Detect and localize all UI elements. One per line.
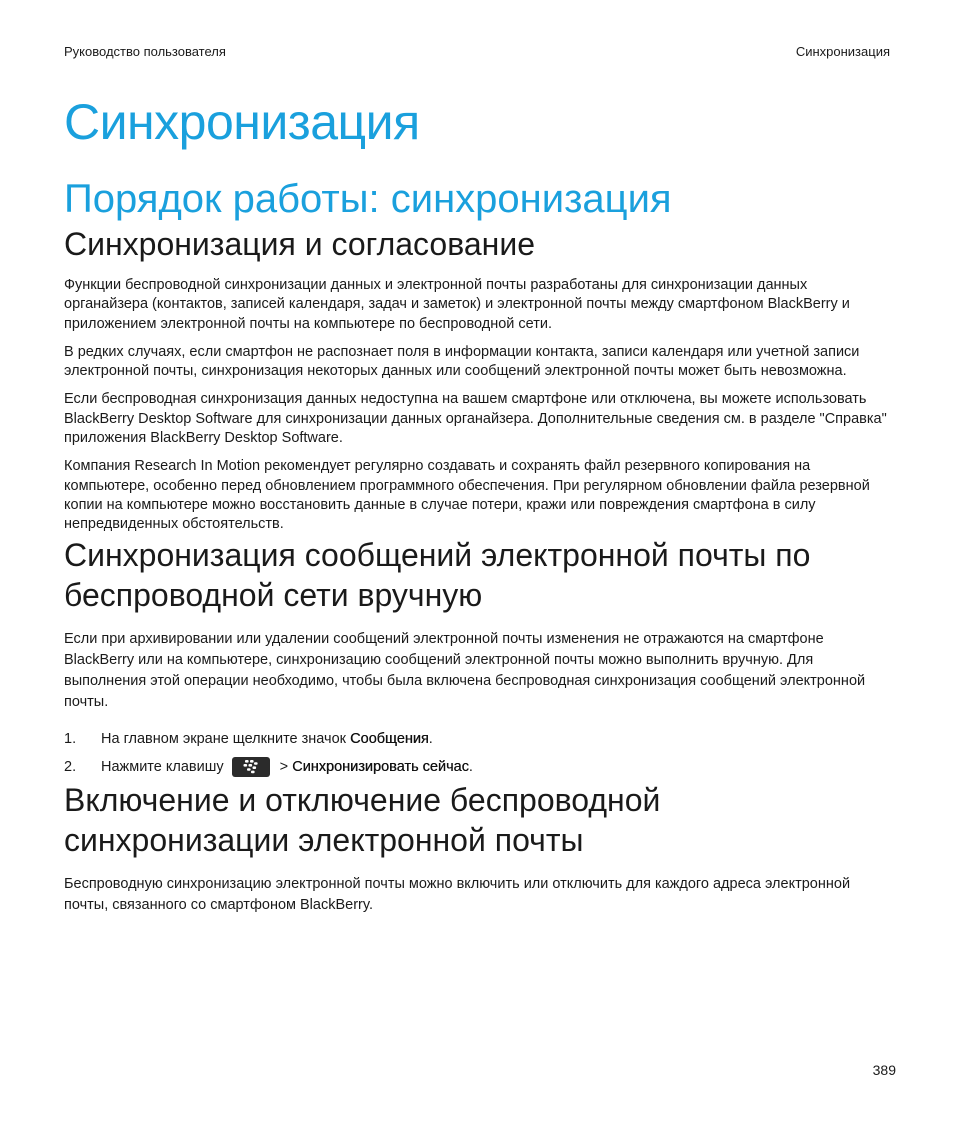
section-heading-manual-sync: Синхронизация сообщений электронной почты по беспроводной сети вручную bbox=[64, 536, 811, 613]
section-body-manual-sync bbox=[64, 629, 894, 713]
step-text-end: . bbox=[468, 758, 473, 775]
steps-list bbox=[64, 726, 894, 780]
section-body-sync bbox=[64, 276, 894, 535]
paragraph: Если беспроводная синхронизация данных недоступна на вашем смартфоне или отключена, вы можете использовать BlackBerry Desktop Software для синхронизации данных органайзера. Дополнительные сведения см. в разделе "Справка" приложения BlackBerry Desktop Software. bbox=[64, 391, 887, 447]
section-heading-toggle-sync: Включение и отключение беспроводной синхронизации электронной почты bbox=[64, 781, 661, 858]
step-ui-term: Синхронизировать сейчас bbox=[292, 758, 469, 775]
step-text-main: На главном экране щелкните значок bbox=[101, 730, 351, 747]
step-item bbox=[64, 726, 894, 752]
paragraph: Беспроводную синхронизацию электронной почты можно включить или отключить для каждого адреса электронной почты, связанного со смартфоном BlackBerry. bbox=[64, 875, 851, 913]
page-header-left: Руководство пользователя bbox=[64, 44, 226, 59]
paragraph: Функции беспроводной синхронизации данных и электронной почты разработаны для синхронизации данных органайзера (контактов, записей календаря, задач и заметок) и электронной почты между смартфоном BlackBerry и приложением электронной почты на компьютере по беспроводной сети. bbox=[64, 277, 850, 332]
paragraph: Если при архивировании или удалении сообщений электронной почты изменения не отражаются на смартфоне BlackBerry или на компьютере, синхронизацию сообщений электронной почты можно выполнить вручную. Для выполнения этой операции необходимо, чтобы была включена беспроводная синхронизация сообщений электронной почты. bbox=[64, 630, 866, 710]
paragraph: Компания Research In Motion рекомендует регулярно создавать и сохранять файл резервного копирования на компьютере, особенно перед обновлением программного обеспечения. При регулярном обновлении файла резервной копии на компьютере можно восстановить данные в случае потери, кражи или повреждения смартфона в силу непредвиденных обстоятельств. bbox=[64, 458, 870, 533]
step-text bbox=[101, 731, 433, 747]
step-item bbox=[64, 754, 894, 780]
section-body-toggle-sync bbox=[64, 874, 894, 916]
page-number: 389 bbox=[872, 1062, 896, 1078]
step-text-end: . bbox=[428, 730, 433, 747]
section-heading-sync: Синхронизация и согласование bbox=[64, 226, 535, 262]
chapter-title: Синхронизация bbox=[64, 94, 420, 150]
step-separator: > bbox=[279, 758, 289, 775]
blackberry-menu-key-icon bbox=[232, 757, 270, 777]
step-number: 2. bbox=[64, 758, 77, 775]
chapter-subtitle: Порядок работы: синхронизация bbox=[64, 177, 672, 221]
step-text-main: Нажмите клавишу bbox=[101, 758, 224, 775]
document-content bbox=[64, 90, 894, 916]
page-header-right: Синхронизация bbox=[795, 44, 890, 59]
paragraph: В редких случаях, если смартфон не распознает поля в информации контакта, записи календаря или учетной записи электронной почты, синхронизация некоторых данных или сообщений электронной почты может быть невозможна. bbox=[64, 343, 860, 380]
step-ui-term: Сообщения bbox=[350, 730, 429, 747]
step-number: 1. bbox=[64, 730, 77, 747]
step-text bbox=[101, 757, 473, 777]
